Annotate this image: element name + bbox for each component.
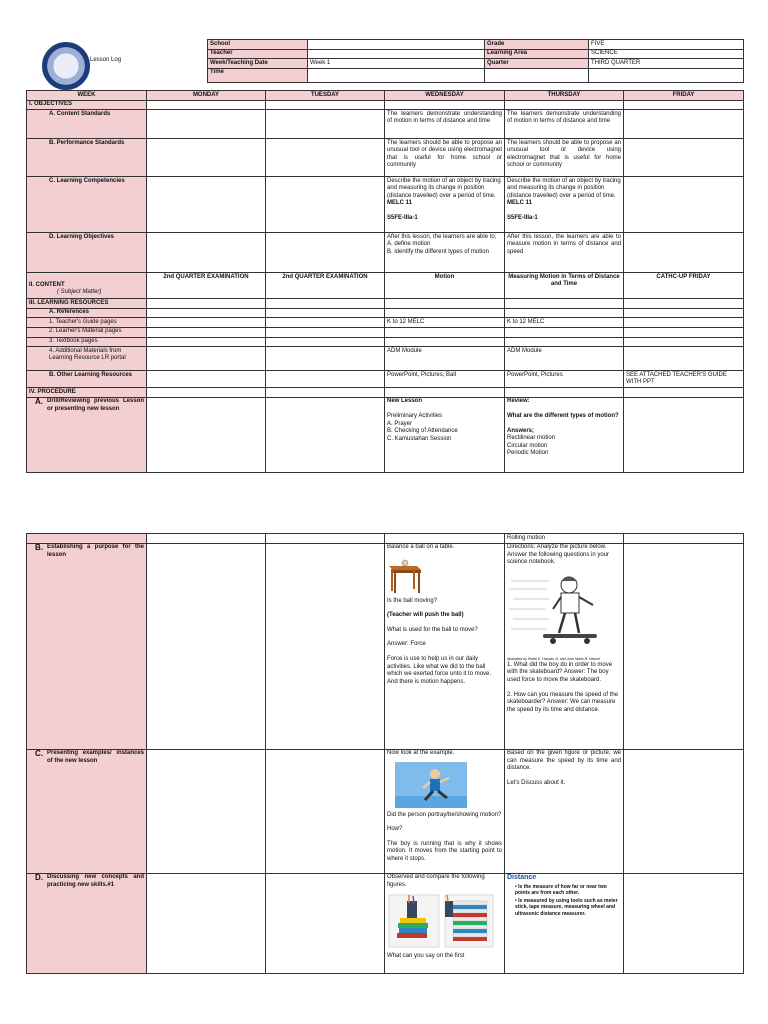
deped-seal-logo — [42, 42, 90, 90]
wed-proc-a-line-0: Preliminary Activities — [387, 413, 443, 420]
wed-other-resources: PowerPoint, Pictures, Ball — [385, 371, 505, 388]
quarter-label: Quarter — [485, 59, 589, 69]
wed-proc-a-line-3: C. Kamustahan Session — [387, 435, 452, 442]
wed-objective-0: After this lesson, the learners are able to; — [387, 233, 497, 240]
grade-label: Grade — [485, 40, 589, 50]
time-label: Time — [208, 68, 308, 82]
blank-label — [485, 68, 589, 82]
thu-proc-a-answers-label: Answers; — [507, 427, 535, 434]
proc-d-label — [27, 873, 147, 973]
ref-learners-material-label: 2. Learner's Material pages — [27, 327, 147, 337]
thu-proc-a-line-0: Rectilinear motion — [507, 435, 556, 442]
col-tuesday: TUESDAY — [266, 91, 385, 101]
lesson-log-table-page-2 — [26, 533, 744, 974]
wed-proc-c-2: Did the person portray/be/showing motion? — [387, 811, 502, 818]
thu-proc-a-line-2: Periodic Motion — [507, 450, 549, 457]
proc-a-label — [27, 397, 147, 472]
wed-proc-b-3: (Teacher will push the ball) — [387, 612, 464, 619]
running-boy-image — [395, 762, 467, 808]
learning-competencies-label: C. Learning Competencies — [27, 177, 147, 233]
proc-d-text: Discussing new concepts and practicing new skills.#1 — [47, 874, 144, 888]
thu-proc-a — [505, 397, 624, 472]
thu-proc-b — [505, 543, 624, 749]
other-resources-label: B. Other Learning Resources — [27, 371, 147, 388]
thu-content-standard: The learners demonstrate understanding of motion in terms of distance and time — [505, 110, 624, 139]
ref-additional-materials-label: 4. Additional Materials from Learning Resource LR portal — [27, 347, 147, 371]
wed-proc-d — [385, 873, 505, 973]
thu-content: Measuring Motion in Terms of Distance and Time — [505, 273, 624, 299]
wed-proc-a — [385, 397, 505, 472]
tue-content: 2nd QUARTER EXAMINATION — [266, 273, 385, 299]
distance-bullet-0: • Is the measure of how far or near two points are from each other. — [515, 883, 607, 896]
blank-value — [589, 68, 744, 82]
wed-proc-b-2: Is the ball moving? — [387, 597, 438, 604]
teacher-label: Teacher — [208, 49, 308, 59]
proc-c-text: Presenting examples/ instances of the new lesson — [47, 750, 144, 764]
thu-ref1: K to 12 MELC — [505, 318, 624, 328]
thu-proc-d-title: Distance — [507, 874, 537, 882]
wed-proc-c-3: How? — [387, 826, 403, 833]
wed-proc-a-line-1: A. Prayer — [387, 420, 413, 427]
wed-competency — [385, 177, 505, 233]
thu-performance-standard: The learners should be able to propose an unusual tool or device using electromagnet that is useful for home school or community — [505, 139, 624, 177]
lesson-log-table-page-1 — [26, 90, 744, 473]
proc-b-text: Establishing a purpose for the lesson — [47, 544, 144, 558]
thu-proc-b-credit: Illustrated by Rodel E. Hassan Jr. and Jose Mario B. Hassel — [507, 656, 600, 661]
content-label — [27, 273, 147, 299]
wed-proc-b — [385, 543, 505, 749]
wed-objectives — [385, 233, 505, 273]
wed-proc-a-title: New Lesson — [387, 398, 423, 405]
performance-standards-label: B. Performance Standards — [27, 139, 147, 177]
subject-matter-label: ( Subject Matter) — [57, 289, 102, 296]
wed-content: Motion — [385, 273, 505, 299]
books-pencils-figures-image — [387, 893, 495, 949]
references-label: A. References — [27, 308, 147, 318]
thu-proc-b-1: Directions: Analyze the picture below. Answer the following questions in your science notebook. — [507, 544, 610, 566]
col-thursday: THURSDAY — [505, 91, 624, 101]
wed-melc: MELC 11 — [387, 200, 413, 207]
content-heading: II. CONTENT — [29, 281, 65, 288]
fri-content: CATHC-UP FRIDAY — [624, 273, 744, 299]
thu-other-resources: PowerPoint, Pictures — [505, 371, 624, 388]
wed-proc-b-6: Force is use to help us in our daily activities. Like what we did to the ball which we exerted force unto it to move. And there is motion happens. — [387, 656, 492, 685]
col-friday: FRIDAY — [624, 91, 744, 101]
proc-a-letter: A. — [35, 397, 43, 407]
distance-bullet-list — [515, 884, 621, 917]
thu-code: S5FE-IIIa-1 — [507, 215, 538, 222]
thu-proc-a-question: What are the different types of motion? — [507, 413, 619, 420]
thu-proc-a-title: Review: — [507, 398, 530, 405]
col-wednesday: WEDNESDAY — [385, 91, 505, 101]
grade-value[interactable]: FIVE — [589, 40, 744, 50]
wed-proc-d-1: Observed and compare the following figures. — [387, 874, 485, 888]
thu-proc-c-2: Let's Discuss about it. — [507, 779, 566, 786]
wed-proc-a-line-2: B. Checking of Attendance — [387, 428, 458, 435]
thu-objectives: After this lesson, the learners are able to measure motion in terms of distance and speed — [505, 233, 624, 273]
ref-teachers-guide-label: 1. Teacher's Guide pages — [27, 318, 147, 328]
col-week: WEEK — [27, 91, 147, 101]
ref-textbook-label: 3. Textbook pages — [27, 337, 147, 347]
procedure-heading: IV. PROCEDURE — [27, 388, 147, 398]
wed-competency-text: Describe the motion of an object by tracing and measuring its change in position (distance travelled) over a period of time. — [387, 177, 501, 199]
learning-resources-heading: III. LEARNING RESOURCES — [27, 299, 147, 309]
proc-d-letter: D. — [35, 873, 43, 883]
wed-proc-c-1: Now look at the example. — [387, 750, 455, 757]
proc-c-label — [27, 749, 147, 873]
thu-proc-c-1: Based on the given figure or picture, we can measure the speed by its time and distance. — [507, 750, 621, 772]
lesson-log-label: Lesson Log — [90, 57, 122, 63]
week-date-value[interactable]: Week 1 — [308, 59, 485, 69]
thu-proc-a-line-1: Circular motion — [507, 442, 548, 449]
proc-a-text: Drill/Reviewing previous Lesson or presenting new lesson — [47, 398, 144, 413]
wed-ref1: K to 12 MELC — [385, 318, 505, 328]
thu-ref4: ADM Module — [505, 347, 624, 371]
wed-proc-b-1: Balance a ball on a table. — [387, 544, 455, 551]
thu-proc-a-line-3: Rolling motion — [505, 534, 624, 544]
wed-proc-d-2: What can you say on the first — [387, 953, 465, 960]
wed-content-standard: The learners demonstrate understanding of motion in terms of distance and time — [385, 110, 505, 139]
skateboarder-image — [509, 571, 619, 653]
wed-proc-b-4: What is used for the ball to move? — [387, 626, 478, 633]
learning-area-value[interactable]: SCIENCE — [589, 49, 744, 59]
wed-proc-c-4: The boy is running that is why it shows motion. It moves from the starting point to where it stops. — [387, 840, 502, 863]
content-standards-label: A. Content Standards — [27, 110, 147, 139]
quarter-value[interactable]: THIRD QUARTER — [589, 59, 744, 69]
mon-content: 2nd QUARTER EXAMINATION — [147, 273, 266, 299]
wed-code: S5FE-IIIa-1 — [387, 215, 418, 222]
teacher-value[interactable] — [308, 49, 485, 59]
learning-objectives-label: D. Learning Objectives — [27, 233, 147, 273]
wed-ref4: ADM Module — [385, 347, 505, 371]
proc-c-letter: C. — [35, 749, 43, 759]
proc-b-label — [27, 543, 147, 749]
time-value[interactable] — [308, 68, 485, 82]
week-date-label: Week/Teaching Date — [208, 59, 308, 69]
thu-proc-b-3: 2. How can you measure the speed of the skateboarder? Answer: We can measure the speed by its time and distance. — [507, 691, 619, 713]
thu-proc-b-2: 1. What did the boy do in order to move with the skateboard? Answer: The boy used force to move the skateboard. — [507, 661, 613, 684]
school-value[interactable] — [308, 40, 485, 50]
wed-performance-standard: The learners should be able to propose an unusual tool or device using electromagnet that is useful for home school or community — [385, 139, 505, 177]
fri-other-resources: SEE ATTACHED TEACHER'S GUIDE WITH PPT — [624, 371, 744, 388]
table-with-ball-image — [387, 556, 421, 594]
header-table — [207, 39, 744, 83]
school-label: School — [208, 40, 308, 50]
distance-bullet-1: • Is measured by using tools such as meter stick, tape measure, measuring wheel and ultrasonic distance measurer. — [515, 898, 618, 917]
col-monday: MONDAY — [147, 91, 266, 101]
wed-proc-c — [385, 749, 505, 873]
wed-proc-b-5: Answer: Force — [387, 641, 426, 648]
objectives-heading: I. OBJECTIVES — [27, 100, 147, 110]
learning-area-label: Learning Area — [485, 49, 589, 59]
thu-competency-text: Describe the motion of an object by tracing and measuring its change in position (distance travelled) over a period of time. — [507, 177, 621, 199]
proc-b-letter: B. — [35, 543, 43, 553]
wed-objective-1: A. define motion — [387, 241, 431, 248]
wed-objective-2: B. identify the different types of motion — [387, 248, 489, 255]
thu-proc-c — [505, 749, 624, 873]
thu-melc: MELC 11 — [507, 200, 533, 207]
thu-proc-d — [505, 873, 624, 973]
thu-competency — [505, 177, 624, 233]
